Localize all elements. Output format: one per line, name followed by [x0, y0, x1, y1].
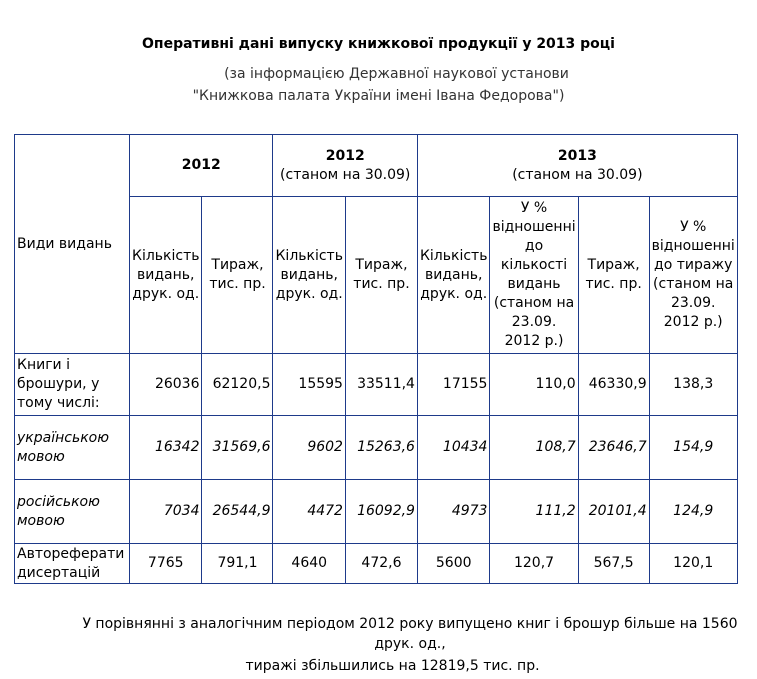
table-cell: 472,6	[345, 544, 417, 584]
publications-table	[14, 134, 738, 584]
table-cell: 33511,4	[345, 354, 417, 416]
table-cell: 15263,6	[345, 416, 417, 480]
row-label: Автореферати дисертацій	[15, 544, 130, 584]
group-2013-year: 2013	[557, 147, 597, 164]
table-cell: 31569,6	[202, 416, 273, 480]
table-cell: 120,1	[649, 544, 737, 584]
table-cell: 5600	[417, 544, 489, 584]
table-cell: 567,5	[578, 544, 649, 584]
table-row	[15, 416, 738, 480]
group-2012-sep-header	[273, 135, 417, 197]
table-cell: 138,3	[649, 354, 737, 416]
page-title: Оперативні дані випуску книжкової продукції у 2013 році	[142, 36, 615, 52]
table-cell: 46330,9	[578, 354, 649, 416]
table-cell: 110,0	[490, 354, 578, 416]
row-label: Книги і брошури, у тому числі:	[15, 354, 130, 416]
table-cell: 7034	[130, 480, 202, 544]
row-label: українською мовою	[15, 416, 130, 480]
table-row	[15, 544, 738, 584]
summary-note-2: тиражі збільшились на 12819,5 тис. пр.	[245, 658, 540, 674]
table-cell: 4472	[273, 480, 345, 544]
source-line-1: (за інформацією Державної наукової установи	[224, 66, 569, 82]
subcol-print-2012-sep: Тираж, тис. пр.	[345, 197, 417, 354]
table-cell: 26544,9	[202, 480, 273, 544]
subcol-qty-2012-sep: Кількість видань, друк. од.	[273, 197, 345, 354]
table-cell: 7765	[130, 544, 202, 584]
table-cell: 154,9	[649, 416, 737, 480]
group-2012-sep-note: (станом на 30.09)	[280, 166, 411, 183]
table-cell: 20101,4	[578, 480, 649, 544]
table-cell: 17155	[417, 354, 489, 416]
table-cell: 791,1	[202, 544, 273, 584]
table-cell: 26036	[130, 354, 202, 416]
table-cell: 16342	[130, 416, 202, 480]
table-cell: 9602	[273, 416, 345, 480]
table-row	[15, 480, 738, 544]
table-cell: 16092,9	[345, 480, 417, 544]
types-header: Види видань	[15, 135, 130, 354]
subcol-print-2013: Тираж, тис. пр.	[578, 197, 649, 354]
subcol-qty-2013: Кількість видань, друк. од.	[417, 197, 489, 354]
group-2013-note: (станом на 30.09)	[512, 166, 643, 183]
table-cell: 15595	[273, 354, 345, 416]
table-cell: 4640	[273, 544, 345, 584]
source-line-2: "Книжкова палата України імені Івана Федорова")	[192, 88, 565, 104]
table-row	[15, 354, 738, 416]
table-cell: 62120,5	[202, 354, 273, 416]
group-2012-header: 2012	[130, 135, 273, 197]
subcol-pct-print-2013: У % відношенні до тиражу (станом на 23.09. 2012 р.)	[649, 197, 737, 354]
table-cell: 124,9	[649, 480, 737, 544]
table-cell: 111,2	[490, 480, 578, 544]
table-cell: 108,7	[490, 416, 578, 480]
group-2013-header	[417, 135, 737, 197]
table-cell: 120,7	[490, 544, 578, 584]
table-cell: 10434	[417, 416, 489, 480]
subcol-pct-qty-2013: У % відношенні до кількості видань (станом на 23.09. 2012 р.)	[490, 197, 578, 354]
group-2012-sep-year: 2012	[325, 147, 365, 164]
table-cell: 4973	[417, 480, 489, 544]
header-row-groups	[15, 135, 738, 197]
summary-note-1: У порівнянні з аналогічним періодом 2012 року випущено книг і брошур більше на 1560 друк. од.,	[82, 616, 738, 652]
subcol-qty-2012: Кількість видань, друк. од.	[130, 197, 202, 354]
table-cell: 23646,7	[578, 416, 649, 480]
row-label: російською мовою	[15, 480, 130, 544]
subcol-print-2012: Тираж, тис. пр.	[202, 197, 273, 354]
